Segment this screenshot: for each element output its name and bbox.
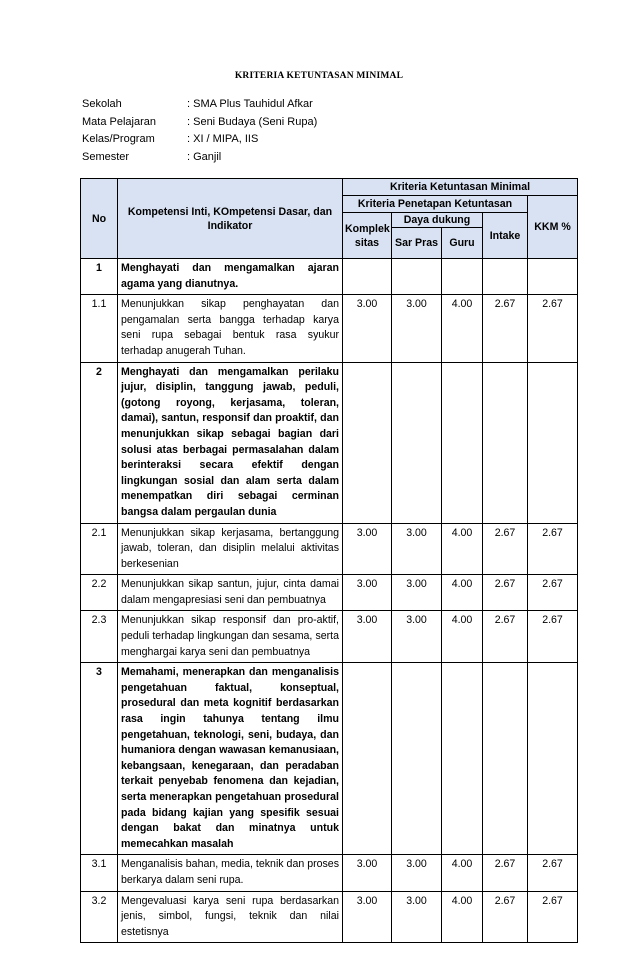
header-kkm-group: Kriteria Ketuntasan Minimal xyxy=(343,179,578,196)
row-number: 3 xyxy=(81,663,118,855)
table-row xyxy=(81,855,578,891)
cell-guru: 4.00 xyxy=(442,295,483,362)
cell-sarpras: 3.00 xyxy=(392,891,442,943)
cell-kompleksitas xyxy=(343,362,392,523)
header-kompetensi: Kompetensi Inti, KOmpetensi Dasar, dan Indikator xyxy=(118,179,343,259)
info-value: : XI / MIPA, IIS xyxy=(187,133,259,145)
cell-kkm xyxy=(528,663,578,855)
cell-guru: 4.00 xyxy=(442,855,483,891)
row-description: Memahami, menerapkan dan menganalisis pengetahuan faktual, konseptual, prosedural dan meta kognitif berdasarkan rasa ingin tahunya tentang ilmu pengetahuan, teknologi, seni, budaya, dan humaniora dengan wawasan kemanusiaan, kebangsaan, kenegaraan, dan peradaban terkait penyebab fenomena dan kejadian, serta menerapkan pengetahuan prosedural pada bidang kajian yang spesifik sesuai dengan bakat dan minatnya untuk memecahkan masalah xyxy=(118,663,343,855)
row-number: 2.2 xyxy=(81,575,118,611)
row-description: Menghayati dan mengamalkan perilaku jujur, disiplin, tanggung jawab, peduli, (gotong royong, kerjasama, toleran, damai), santun, responsif dan proaktif, dan menunjukkan sikap sebagai bagian dari solusi atas berbagai permasalahan dalam berinteraksi secara efektif dengan lingkungan sosial dan alam serta dalam menempatkan diri sebagai cerminan bangsa dalam pergaulan dunia xyxy=(118,362,343,523)
info-row-sekolah xyxy=(82,96,317,114)
row-number: 2.3 xyxy=(81,611,118,663)
row-number: 2 xyxy=(81,362,118,523)
cell-intake: 2.67 xyxy=(483,611,528,663)
row-number: 1 xyxy=(81,259,118,295)
cell-guru xyxy=(442,663,483,855)
cell-kkm: 2.67 xyxy=(528,855,578,891)
cell-kompleksitas: 3.00 xyxy=(343,891,392,943)
cell-sarpras: 3.00 xyxy=(392,523,442,575)
info-value: : Seni Budaya (Seni Rupa) xyxy=(187,115,318,128)
row-description: Menunjukkan sikap santun, jujur, cinta damai dalam mengapresiasi seni dan pembuatnya xyxy=(118,575,343,611)
row-description: Menunjukkan sikap responsif dan pro-aktif, peduli terhadap lingkungan dan sesama, serta menghargai karya seni dan pembuatnya xyxy=(118,611,343,663)
row-description: Menunjukkan sikap penghayatan dan pengamalan serta bangga terhadap karya seni rupa sebagai bentuk rasa syukur terhadap anugerah Tuhan. xyxy=(118,295,343,362)
info-block xyxy=(82,96,317,166)
info-row-kelas-program xyxy=(82,131,317,149)
cell-kompleksitas xyxy=(343,259,392,295)
cell-kkm xyxy=(528,362,578,523)
header-sarpras: Sar Pras xyxy=(392,228,442,259)
info-value: : SMA Plus Tauhidul Afkar xyxy=(187,98,313,110)
info-row-semester xyxy=(82,149,317,167)
cell-guru: 4.00 xyxy=(442,575,483,611)
cell-sarpras xyxy=(392,663,442,855)
row-number: 1.1 xyxy=(81,295,118,362)
header-kkm-pct: KKM % xyxy=(528,196,578,259)
document-title: KRITERIA KETUNTASAN MINIMAL xyxy=(234,71,404,81)
header-intake: Intake xyxy=(483,213,528,259)
cell-intake: 2.67 xyxy=(483,891,528,943)
info-label: Sekolah xyxy=(82,98,122,110)
cell-guru: 4.00 xyxy=(442,523,483,575)
cell-sarpras: 3.00 xyxy=(392,295,442,362)
info-value: : Ganjil xyxy=(187,150,222,163)
table-row xyxy=(81,663,578,855)
cell-intake: 2.67 xyxy=(483,855,528,891)
kkm-table xyxy=(80,178,578,943)
cell-intake: 2.67 xyxy=(483,523,528,575)
cell-kkm: 2.67 xyxy=(528,891,578,943)
table-row xyxy=(81,891,578,943)
cell-sarpras xyxy=(392,362,442,523)
info-row-mata-pelajaran xyxy=(82,114,317,132)
row-description: Mengevaluasi karya seni rupa berdasarkan jenis, simbol, fungsi, teknik dan nilai estetisnya xyxy=(118,891,343,943)
cell-kompleksitas xyxy=(343,663,392,855)
table-row xyxy=(81,295,578,362)
cell-kompleksitas: 3.00 xyxy=(343,575,392,611)
cell-kkm: 2.67 xyxy=(528,611,578,663)
info-label: Kelas/Program xyxy=(82,133,155,145)
cell-intake: 2.67 xyxy=(483,295,528,362)
row-description: Menganalisis bahan, media, teknik dan proses berkarya dalam seni rupa. xyxy=(118,855,343,891)
table-row xyxy=(81,575,578,611)
cell-sarpras xyxy=(392,259,442,295)
cell-guru: 4.00 xyxy=(442,891,483,943)
cell-guru xyxy=(442,259,483,295)
cell-kkm: 2.67 xyxy=(528,523,578,575)
cell-intake xyxy=(483,663,528,855)
cell-kompleksitas: 3.00 xyxy=(343,855,392,891)
cell-kompleksitas: 3.00 xyxy=(343,523,392,575)
header-kompleksitas: Komplek sitas xyxy=(343,213,392,259)
table-row xyxy=(81,362,578,523)
row-description: Menunjukkan sikap kerjasama, bertanggung jawab, toleran, dan disiplin melalui aktivitas berkesenian xyxy=(118,523,343,575)
header-daya-dukung: Daya dukung xyxy=(392,213,483,228)
cell-guru: 4.00 xyxy=(442,611,483,663)
info-label: Semester xyxy=(82,150,130,163)
table-row xyxy=(81,523,578,575)
cell-kkm: 2.67 xyxy=(528,575,578,611)
row-number: 2.1 xyxy=(81,523,118,575)
row-number: 3.1 xyxy=(81,855,118,891)
cell-intake xyxy=(483,362,528,523)
row-description: Menghayati dan mengamalkan ajaran agama yang dianutnya. xyxy=(118,259,343,295)
cell-sarpras: 3.00 xyxy=(392,855,442,891)
table-header xyxy=(81,179,578,259)
cell-kkm: 2.67 xyxy=(528,295,578,362)
cell-sarpras: 3.00 xyxy=(392,611,442,663)
table-body xyxy=(81,259,578,943)
info-label: Mata Pelajaran xyxy=(82,115,156,128)
cell-guru xyxy=(442,362,483,523)
header-no: No xyxy=(81,179,118,259)
cell-intake xyxy=(483,259,528,295)
cell-kompleksitas: 3.00 xyxy=(343,611,392,663)
cell-kkm xyxy=(528,259,578,295)
header-guru: Guru xyxy=(442,228,483,259)
header-penetapan: Kriteria Penetapan Ketuntasan xyxy=(343,196,528,213)
table-row xyxy=(81,611,578,663)
cell-sarpras: 3.00 xyxy=(392,575,442,611)
cell-kompleksitas: 3.00 xyxy=(343,295,392,362)
table-row xyxy=(81,259,578,295)
row-number: 3.2 xyxy=(81,891,118,943)
cell-intake: 2.67 xyxy=(483,575,528,611)
